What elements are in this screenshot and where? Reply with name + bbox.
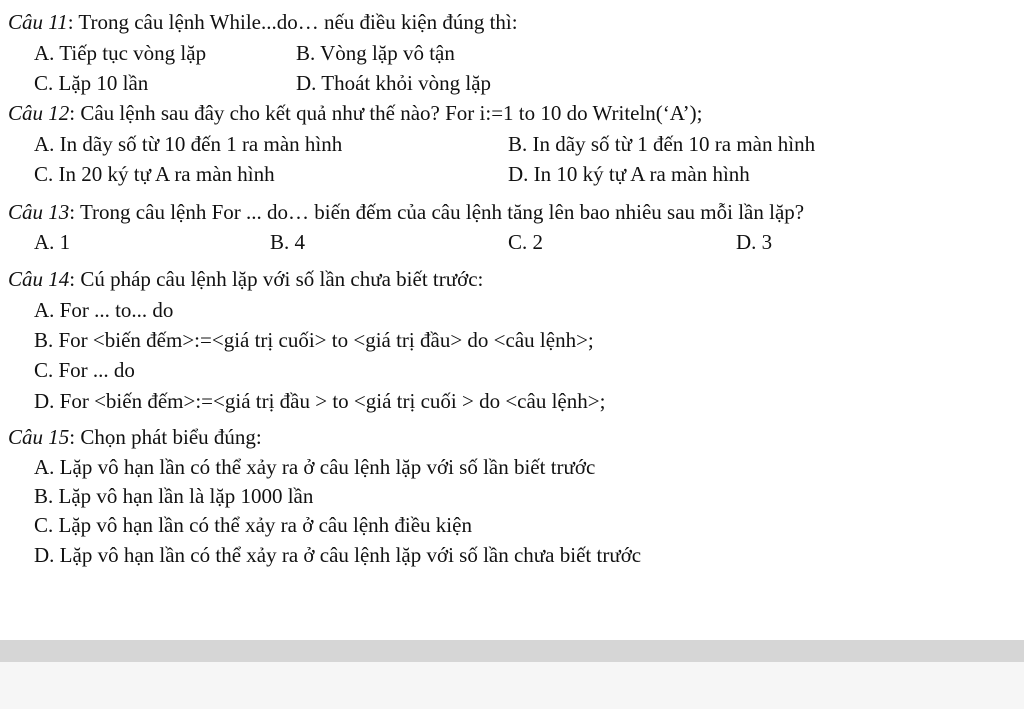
option-14-b: B. For <biến đếm>:=<giá trị cuối> to <giá trị đầu> do <câu lệnh>; bbox=[34, 328, 594, 352]
question-stem: : Chọn phát biểu đúng: bbox=[69, 425, 262, 449]
option-11-c: C. Lặp 10 lần bbox=[34, 71, 149, 95]
option-12-a: A. In dãy số từ 10 đến 1 ra màn hình bbox=[34, 132, 343, 156]
question-15 bbox=[8, 425, 262, 449]
option-11-d: D. Thoát khỏi vòng lặp bbox=[296, 71, 492, 95]
question-stem: : Trong câu lệnh For ... do… biến đếm của câu lệnh tăng lên bao nhiêu sau mỗi lần lặp? bbox=[69, 200, 805, 224]
question-13 bbox=[8, 200, 804, 224]
option-14-a: A. For ... to... do bbox=[34, 298, 174, 322]
option-13-b: B. 4 bbox=[270, 230, 306, 254]
option-14-d: D. For <biến đếm>:=<giá trị đầu > to <giá trị cuối > do <câu lệnh>; bbox=[34, 389, 606, 413]
option-13-a: A. 1 bbox=[34, 230, 71, 254]
option-15-d: D. Lặp vô hạn lần có thể xảy ra ở câu lệnh lặp với số lần chưa biết trước bbox=[34, 543, 642, 567]
question-12 bbox=[8, 101, 702, 125]
option-12-d: D. In 10 ký tự A ra màn hình bbox=[508, 162, 750, 186]
option-13-d: D. 3 bbox=[736, 230, 773, 254]
option-12-b: B. In dãy số từ 1 đến 10 ra màn hình bbox=[508, 132, 816, 156]
option-12-c: C. In 20 ký tự A ra màn hình bbox=[34, 162, 275, 186]
question-label: Câu 15 bbox=[8, 425, 70, 449]
question-14 bbox=[8, 267, 483, 291]
question-stem: : Trong câu lệnh While...do… nếu điều kiện đúng thì: bbox=[67, 10, 518, 34]
option-15-a: A. Lặp vô hạn lần có thể xảy ra ở câu lệnh lặp với số lần biết trước bbox=[34, 455, 596, 479]
question-stem: : Cú pháp câu lệnh lặp với số lần chưa biết trước: bbox=[69, 267, 484, 291]
question-label: Câu 14 bbox=[8, 267, 70, 291]
option-11-a: A. Tiếp tục vòng lặp bbox=[34, 41, 207, 65]
question-label: Câu 12 bbox=[8, 101, 70, 125]
page-bottom-divider bbox=[0, 640, 1024, 662]
question-label: Câu 11 bbox=[8, 10, 68, 34]
question-label: Câu 13 bbox=[8, 200, 70, 224]
question-11 bbox=[8, 10, 518, 34]
question-stem: : Câu lệnh sau đây cho kết quả như thế nào? For i:=1 to 10 do Writeln(‘A’); bbox=[69, 101, 703, 125]
option-15-c: C. Lặp vô hạn lần có thể xảy ra ở câu lệnh điều kiện bbox=[34, 513, 472, 537]
screen-bottom-area bbox=[0, 662, 1024, 709]
option-15-b: B. Lặp vô hạn lần là lặp 1000 lần bbox=[34, 484, 314, 508]
option-11-b: B. Vòng lặp vô tận bbox=[296, 41, 455, 65]
option-14-c: C. For ... do bbox=[34, 358, 135, 382]
option-13-c: C. 2 bbox=[508, 230, 544, 254]
